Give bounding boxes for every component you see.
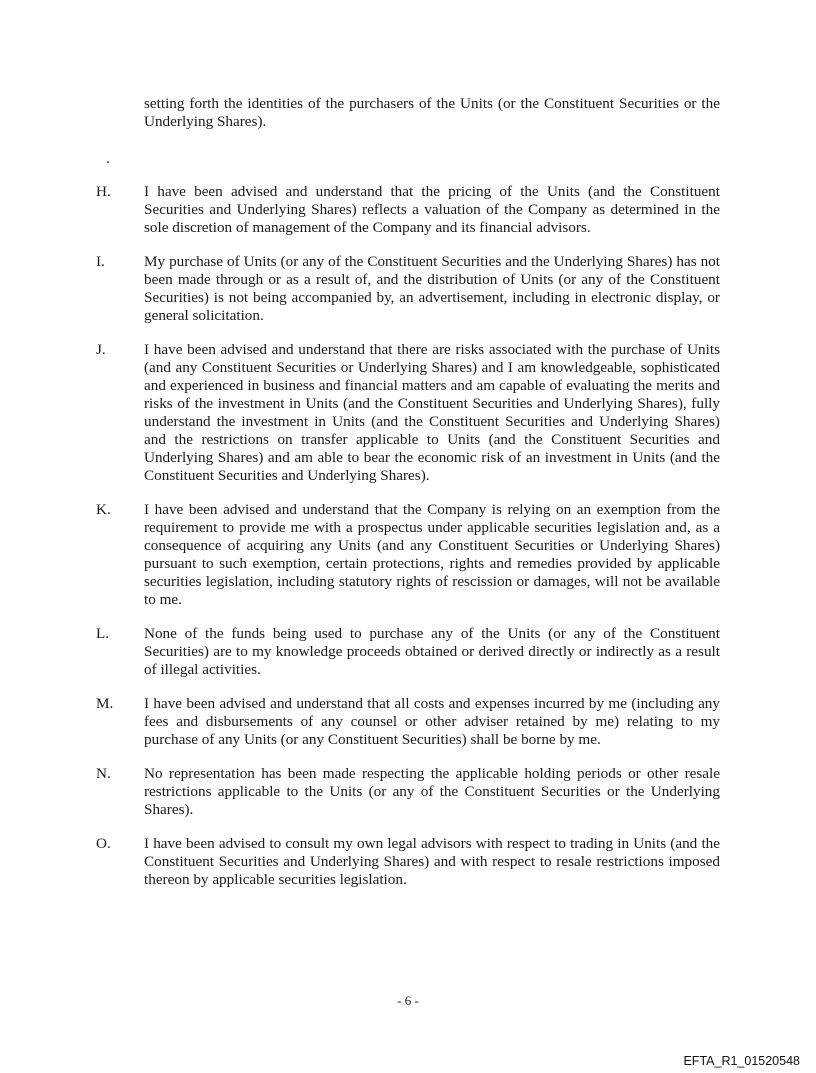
clause-text: No representation has been made respecting the applicable holding periods or other resale restrictions applicable to the Units (or any of the Constituent Securities or the Underlying Shares). [144,765,720,818]
bates-number: EFTA_R1_01520548 [683,1054,800,1068]
clause-letter: M. [96,695,114,712]
clause-letter: I. [96,253,105,270]
continuation-paragraph: setting forth the identities of the purchasers of the Units (or the Constituent Securities or the Underlying Shares). [144,95,720,130]
clause-j [96,341,720,485]
clause-letter: N. [96,765,111,782]
clause-n [96,765,720,819]
clause-list [96,183,720,905]
clause-k [96,501,720,609]
clause-text: My purchase of Units (or any of the Constituent Securities and the Underlying Shares) has not been made through or as a result of, and the distribution of Units (or any of the Constituent Securities) is not being accompanied by, an advertisement, including in electronic display, or general solicitation. [144,253,720,324]
clause-i [96,253,720,325]
clause-text: I have been advised and understand that the Company is relying on an exemption from the requirement to provide me with a prospectus under applicable securities legislation and, as a consequence of acquiring any Units (and any Constituent Securities or Underlying Shares) pursuant to such exemption, certain protections, rights and remedies provided by applicable securities legislation, including statutory rights of rescission or damages, will not be available to me. [144,501,720,608]
clause-o [96,835,720,889]
clause-letter: O. [96,835,111,852]
clause-letter: K. [96,501,111,518]
clause-text: I have been advised and understand that there are risks associated with the purchase of Units (and any Constituent Securities or Underlying Shares) and I am knowledgeable, sophisticated and experienced in business and financial matters and am capable of evaluating the merits and risks of the investment in Units (and the Constituent Securities and Underlying Shares), fully understand the investment in Units (and the Constituent Securities and Underlying Shares) and the restrictions on transfer applicable to Units (and the Constituent Securities and Underlying Shares) and am able to bear the economic risk of an investment in Units (and the Constituent Securities and Underlying Shares). [144,341,720,484]
clause-letter: J. [96,341,106,358]
clause-text: I have been advised to consult my own legal advisors with respect to trading in Units (and the Constituent Securities and Underlying Shares) and with respect to resale restrictions imposed thereon by applicable securities legislation. [144,835,720,888]
clause-text: None of the funds being used to purchase any of the Units (or any of the Constituent Securities) are to my knowledge proceeds obtained or derived directly or indirectly as a result of illegal activities. [144,625,720,678]
page-number: - 6 - [397,993,419,1008]
clause-letter: H. [96,183,111,200]
stray-mark: . [106,150,110,167]
clause-m [96,695,720,749]
clause-h [96,183,720,237]
clause-text: I have been advised and understand that the pricing of the Units (and the Constituent Securities and Underlying Shares) reflects a valuation of the Company as determined in the sole discretion of management of the Company and its financial advisors. [144,183,720,236]
clause-l [96,625,720,679]
clause-text: I have been advised and understand that all costs and expenses incurred by me (including any fees and disbursements of any counsel or other adviser retained by me) relating to my purchase of any Units (or any Constituent Securities) shall be borne by me. [144,695,720,748]
clause-letter: L. [96,625,110,642]
